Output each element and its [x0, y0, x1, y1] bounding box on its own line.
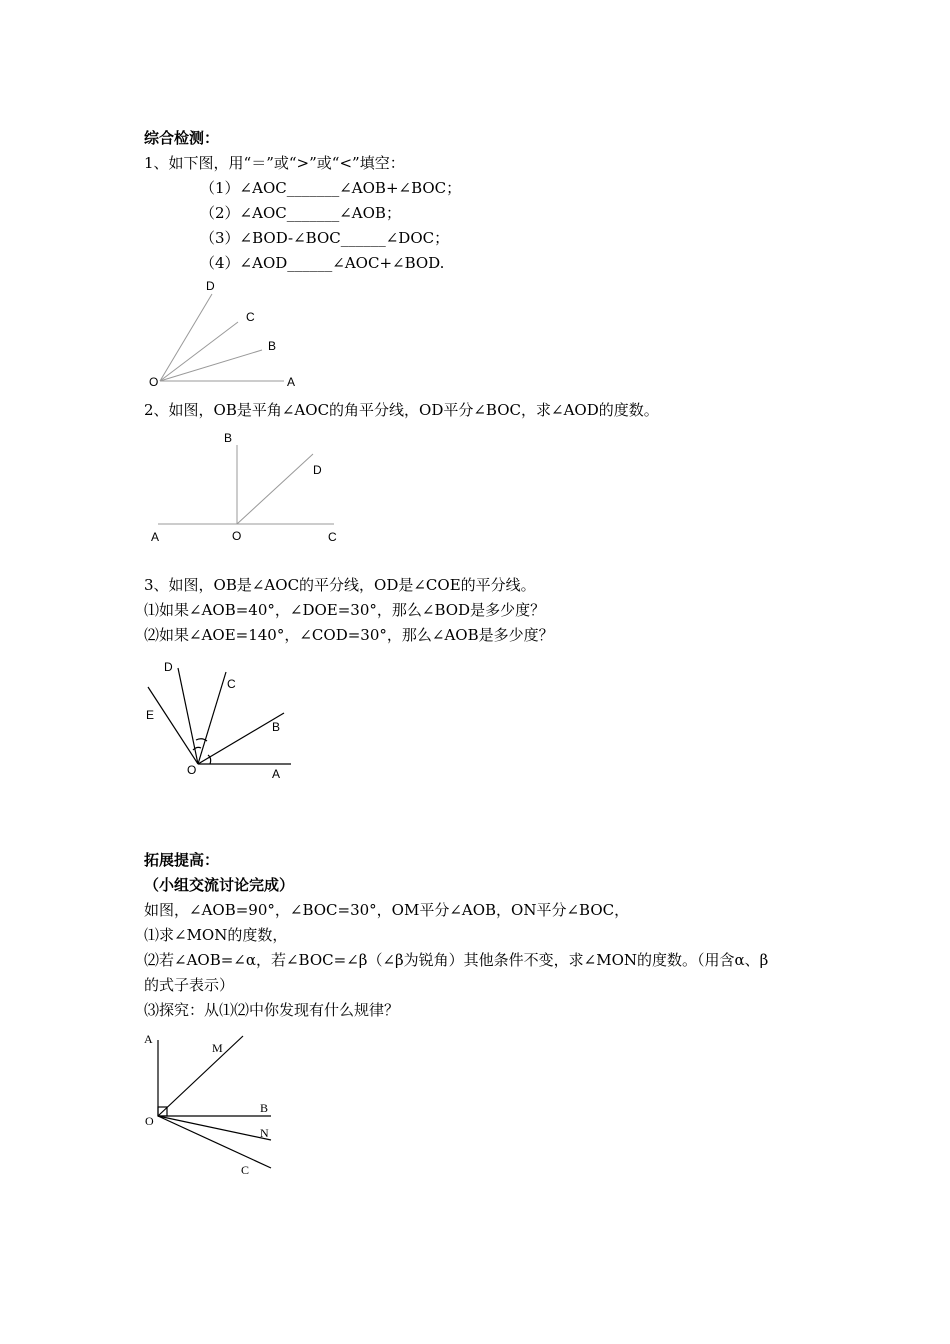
fig1-label-a: A [287, 375, 296, 389]
q2-stem: 2、如图，OB是平角∠AOC的角平分线，OD平分∠BOC，求∠AOD的度数。 [144, 401, 659, 419]
fig2-label-a: A [151, 530, 160, 544]
fig3-label-o: O [187, 763, 197, 777]
fig3-label-c: C [227, 677, 236, 691]
ray-ob [160, 350, 262, 381]
fig3-label-b: B [272, 720, 281, 734]
ray-oc [160, 322, 238, 381]
angle-mark-doe [193, 747, 201, 750]
fig4-label-n: N [260, 1126, 269, 1140]
fig1-label-c: C [246, 310, 255, 324]
ray-om4 [158, 1036, 243, 1116]
q1-stem: 1、如下图，用“＝”或“>”或“<”填空： [144, 154, 405, 172]
fig4-label-b: B [260, 1101, 269, 1115]
fig2-label-o: O [232, 529, 242, 543]
ray-oc4 [158, 1116, 271, 1168]
section-heading-comprehensive: 综合检测： [144, 129, 220, 147]
fig1-label-o: O [149, 375, 159, 389]
ray-od [160, 294, 212, 381]
ray-on4 [158, 1116, 271, 1140]
right-angle-mark [158, 1107, 167, 1116]
ray-oe3 [148, 687, 198, 764]
ext-sub1: ⑴求∠MON的度数， [144, 926, 288, 944]
fig2-label-b: B [224, 431, 233, 445]
fig3-label-a: A [272, 767, 281, 781]
ray-ob3 [198, 713, 284, 764]
fig3-label-d: D [164, 660, 173, 674]
section-heading-extension: 拓展提高： [144, 851, 220, 869]
fig1-label-b: B [268, 339, 277, 353]
fig2-label-d: D [313, 463, 322, 477]
ext-sub2a: ⑵若∠AOB=∠α，若∠BOC=∠β（∠β为锐角）其他条件不变，求∠MON的度数。（用含α、β [144, 951, 769, 969]
section-subheading: （小组交流讨论完成） [144, 876, 295, 894]
q3-sub2: ⑵如果∠AOE=140°，∠COD=30°，那么∠AOB是多少度？ [144, 626, 554, 644]
q3-stem: 3、如图，OB是∠AOC的平分线，OD是∠COE的平分线。 [144, 576, 536, 594]
q1-item-4: （4）∠AOD______∠AOC+∠BOD. [200, 254, 445, 272]
ray-od2 [237, 454, 313, 524]
fig2-label-c: C [328, 530, 337, 544]
fig4-label-a: A [144, 1032, 153, 1046]
ext-sub3: ⑶探究：从⑴⑵中你发现有什么规律？ [144, 1001, 400, 1019]
angle-mark-cod [196, 739, 207, 741]
q1-item-2: （2）∠AOC_______∠AOB； [200, 204, 401, 222]
ray-oc3 [198, 672, 226, 764]
fig4-label-o: O [145, 1114, 154, 1128]
ext-stem: 如图，∠AOB=90°，∠BOC=30°，OM平分∠AOB，ON平分∠BOC， [144, 901, 630, 919]
ray-od3 [178, 668, 198, 764]
angle-mark-aob [208, 755, 211, 764]
fig4-label-m: M [212, 1041, 223, 1055]
ext-sub2b: 的式子表示） [144, 976, 235, 994]
fig1-label-d: D [206, 279, 215, 293]
q1-item-1: （1）∠AOC_______∠AOB+∠BOC； [200, 179, 462, 197]
fig4-label-c: C [241, 1163, 250, 1177]
fig3-label-e: E [146, 708, 155, 722]
q1-item-3: （3）∠BOD-∠BOC______∠DOC； [200, 229, 450, 247]
q3-sub1: ⑴如果∠AOB=40°，∠DOE=30°，那么∠BOD是多少度？ [144, 601, 546, 619]
